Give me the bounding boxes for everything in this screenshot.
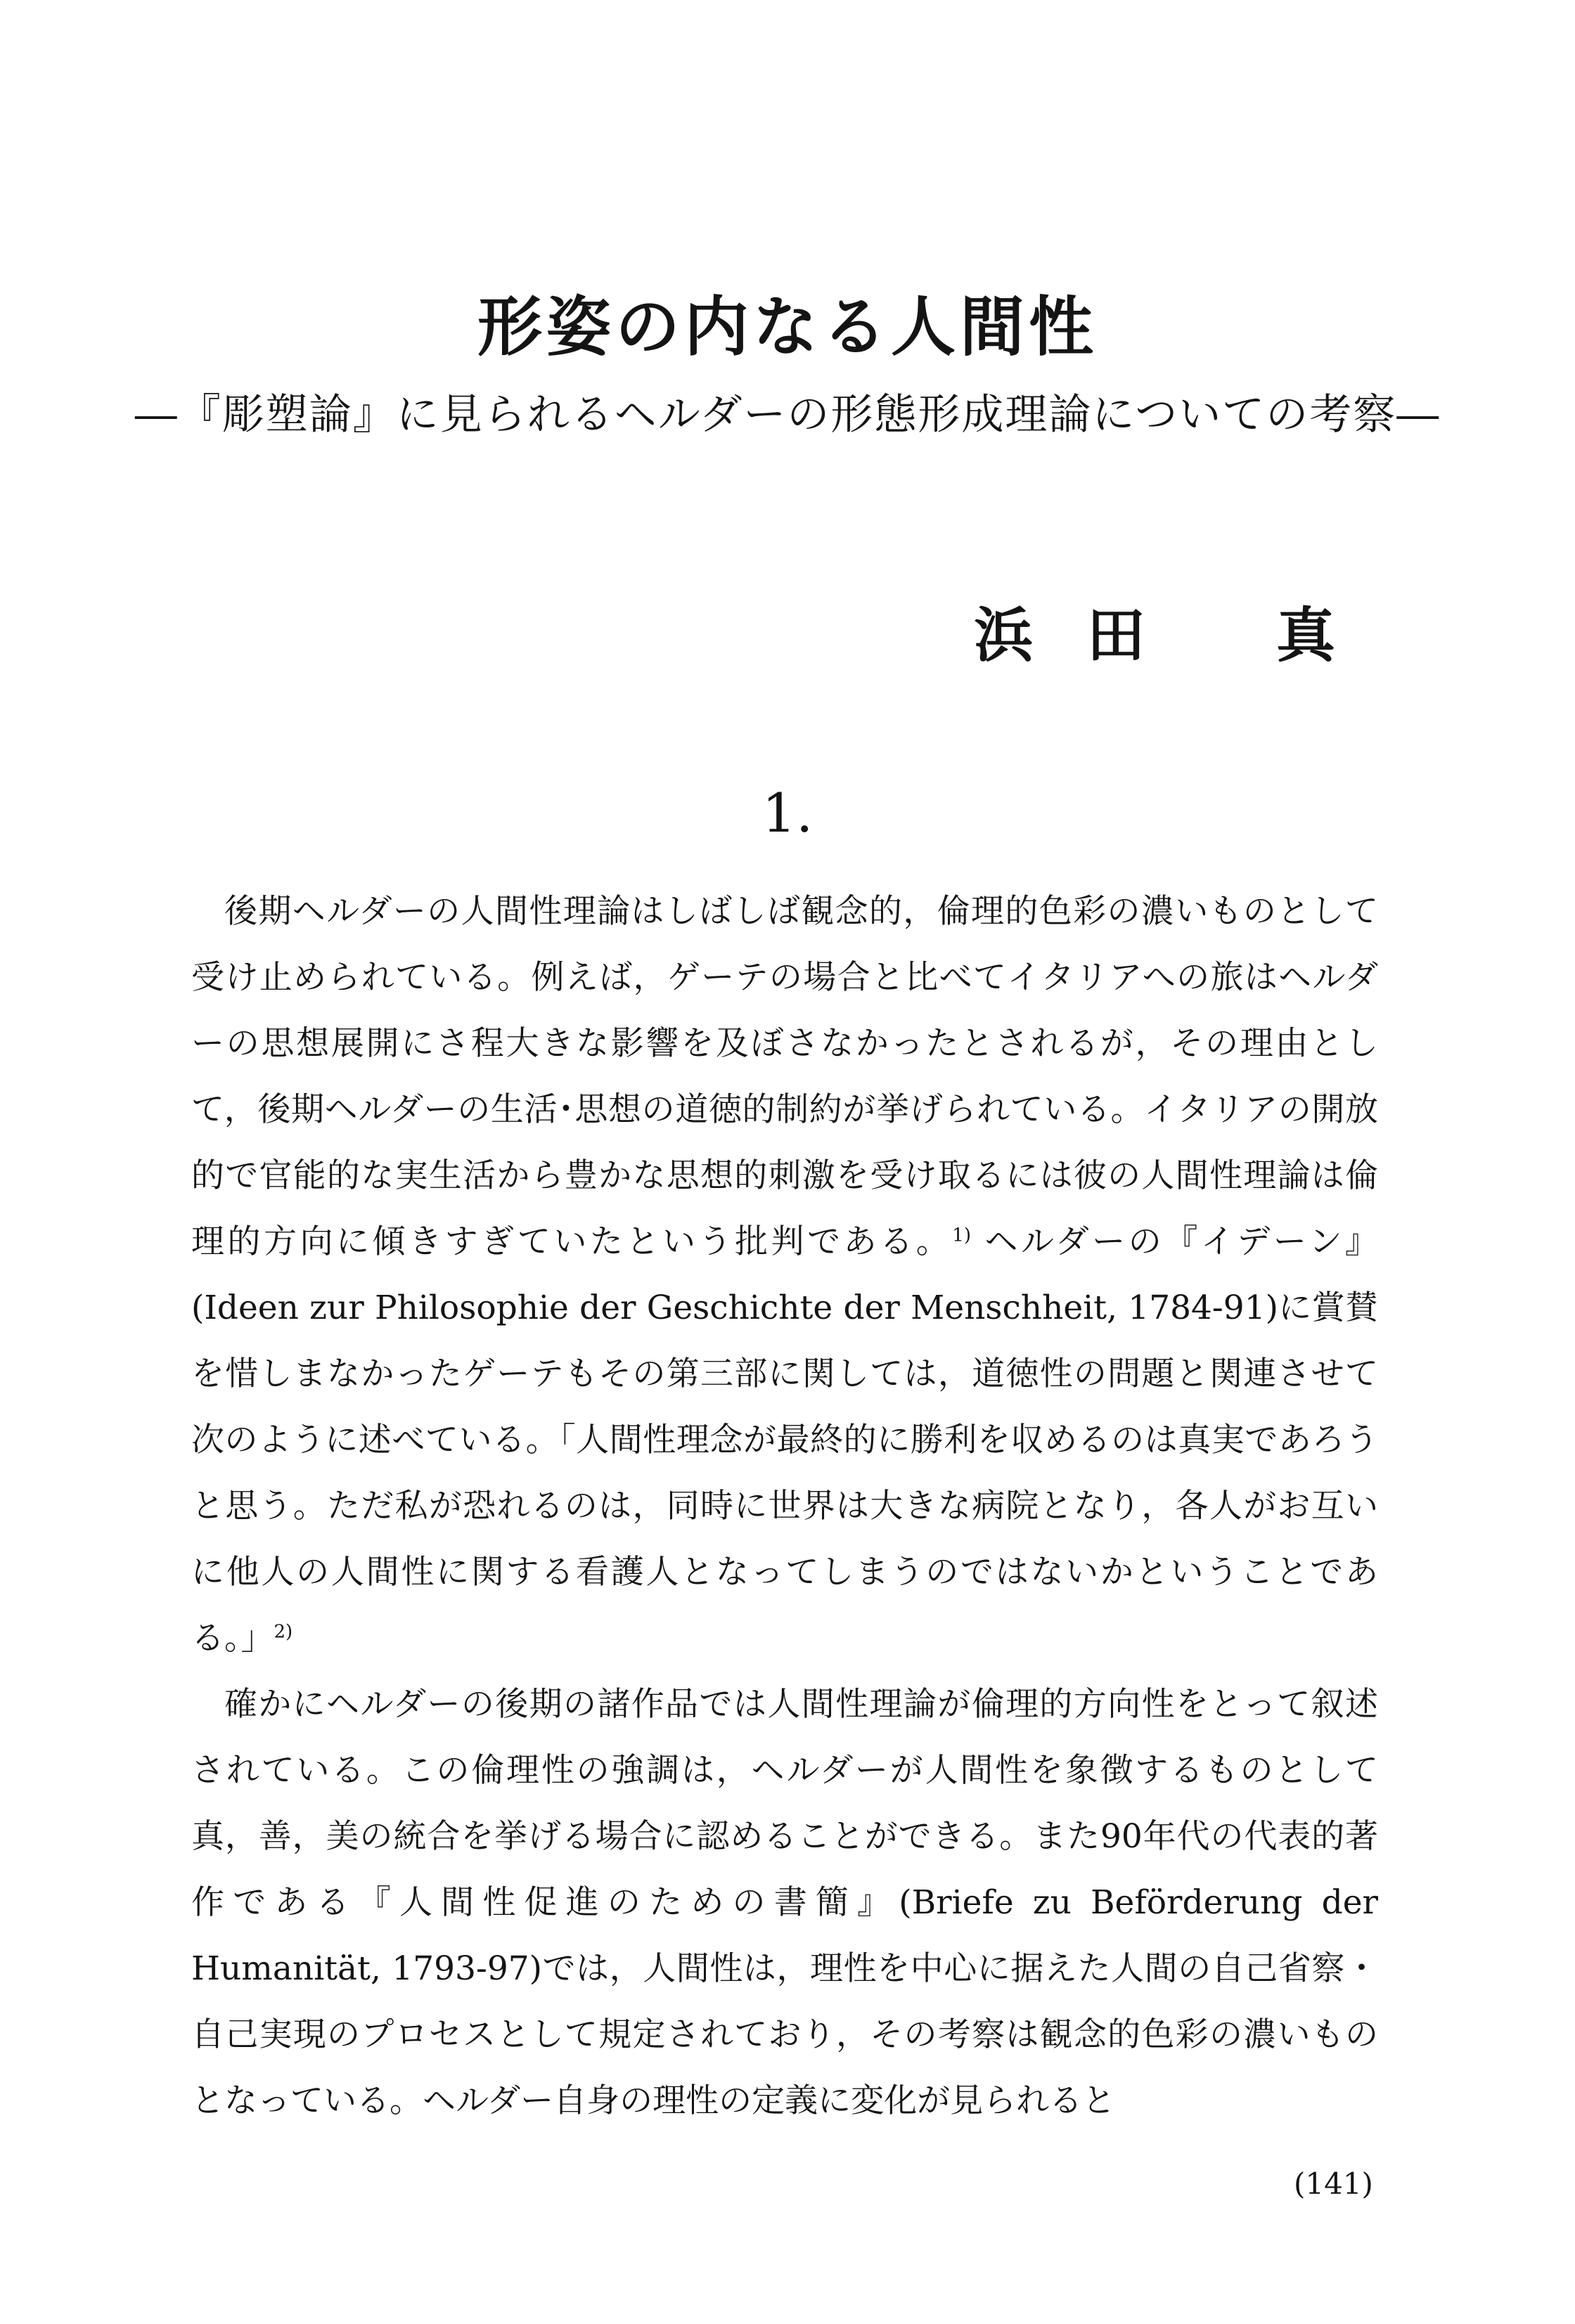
paragraph-1-part-b: ヘルダーの『イデーン』(Ideen zur Philosophie der Geschichte der Menschheit, 1784-91)に賞賛を惜しまなかったゲーテもその第三部に関しては，道徳性の問題と関連させて次のように述べている。「人間性理念が最終的に勝利を収めるのは真実であろうと思う。ただ私が恐れるのは，同時に世界は大きな病院となり，各人がお互いに他人の人間性に関する看護人となってしまうのではないかということである。」	[191, 1222, 1378, 1658]
footnote-ref-2: 2)	[274, 1621, 293, 1643]
article-title: 形姿の内なる人間性	[477, 289, 1098, 365]
paragraph-1	[191, 879, 1378, 1672]
author-family-name: 浜	[974, 600, 1034, 670]
paragraph-2-text: 確かにヘルダーの後期の諸作品では人間性理論が倫理的方向性をとって叙述されている。この倫理性の強調は，ヘルダーが人間性を象徴するものとして真，善，美の統合を挙げる場合に認めることができる。また90年代の代表的著作である『人間性促進のための書簡』(Briefe zu Beförderung der Humanität, 1793-97)では，人間性は，理性を中心に据えた人間の自己省察・自己実現のプロセスとして規定されており，その考察は観念的色彩の濃いものとなっている。ヘルダー自身の理性の定義に変化が見られると	[191, 1685, 1378, 2120]
footnote-ref-1: 1)	[952, 1225, 971, 1246]
author-given-name-1: 田	[1086, 600, 1146, 670]
section-heading: 1.	[761, 782, 814, 844]
article-subtitle: ―『彫塑論』に見られるヘルダーの形態形成理論についての考察―	[134, 390, 1441, 439]
page-number: (141)	[1294, 2167, 1373, 2201]
paragraph-1-part-a: 後期ヘルダーの人間性理論はしばしば観念的，倫理的色彩の濃いものとして受け止められている。例えば，ゲーテの場合と比べてイタリアへの旅はヘルダーの思想展開にさ程大きな影響を及ぼさなかったとされるが，その理由として，後期ヘルダーの生活･思想の道徳的制約が挙げられている。イタリアの開放的で官能的な実生活から豊かな思想的刺激を受け取るには彼の人間性理論は倫理的方向に傾きすぎていたという批判である。	[191, 892, 1378, 1261]
author-given-name-2: 真	[1276, 600, 1336, 670]
paragraph-2	[191, 1672, 1378, 2134]
body-text	[191, 879, 1378, 2134]
